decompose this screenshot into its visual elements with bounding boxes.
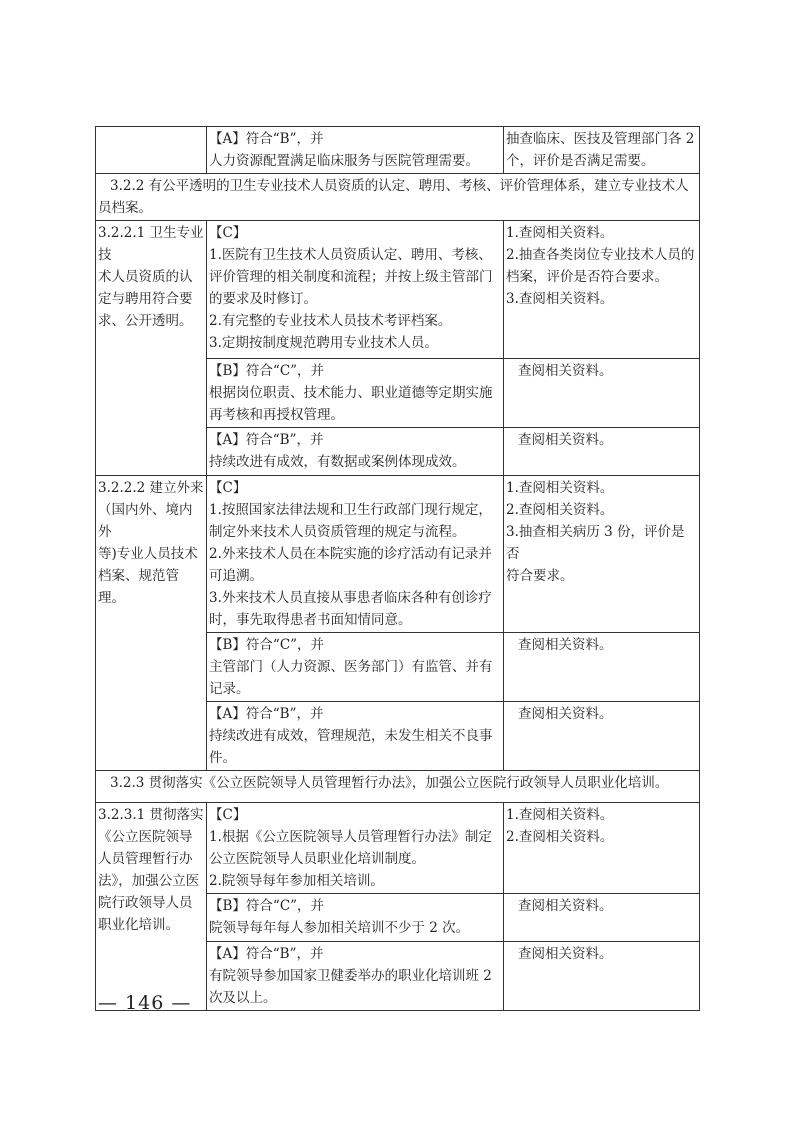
method-cell: 查阅相关资料。 (504, 633, 700, 702)
method-cell: 查阅相关资料。 (504, 942, 700, 1011)
criteria-cell: 【A】符合“B”，并 持续改进有成效，有数据或案例体现成效。 (207, 428, 504, 476)
table-row (96, 803, 700, 894)
criteria-cell: 【C】 1.按照国家法律法规和卫生行政部门现行规定， 制定外来技术人员资质管理的规定与流程。 2.外来技术人员在本院实施的诊疗活动有记录并 可追溯。 3.外来技术人员直接从事患者临床各种有创诊疗 时，事先取得患者书面知情同意。 (207, 476, 504, 633)
item-title: 3.2.2.1 卫生专业技 术人员资质的认 定与聘用符合要 求、公开透明。 (96, 221, 207, 476)
criteria-cell: 【C】 1.根据《公立医院领导人员管理暂行办法》制定 公立医院领导人员职业化培训制度。 2.院领导每年参加相关培训。 (207, 803, 504, 894)
method-cell: 1.查阅相关资料。 2.查阅相关资料。 (504, 803, 700, 894)
criteria-cell: 【A】符合“B”，并 有院领导参加国家卫健委举办的职业化培训班 2 次及以上。 (207, 942, 504, 1011)
criteria-cell: 【A】符合“B”，并 人力资源配置满足临床服务与医院管理需要。 (207, 127, 504, 174)
section-heading-row (96, 174, 700, 221)
criteria-cell: 【B】符合“C”，并 主管部门（人力资源、医务部门）有监管、并有 记录。 (207, 633, 504, 702)
method-cell: 查阅相关资料。 (504, 894, 700, 942)
criteria-cell: 【C】 1.医院有卫生技术人员资质认定、聘用、考核、 评价管理的相关制度和流程；并按上级主管部门 的要求及时修订。 2.有完整的专业技术人员技术考评档案。 3.定期按制度规范聘用专业技术人员。 (207, 221, 504, 359)
item-title: 3.2.2.2 建立外来 （国内外、境内外 等)专业人员技术 档案、规范管理。 (96, 476, 207, 771)
item-title: 3.2.3.1 贯彻落实 《公立医院领导 人员管理暂行办 法》，加强公立医 院行政领导人员 职业化培训。 (96, 803, 207, 1011)
method-cell: 1.查阅相关资料。 2.查阅相关资料。 3.抽查相关病历 3 份，评价是否 符合要求。 (504, 476, 700, 633)
standards-table (95, 126, 700, 1011)
section-heading: 3.2.2 有公平透明的卫生专业技术人员资质的认定、聘用、考核、评价管理体系，建立专业技术人 员档案。 (96, 174, 700, 221)
method-cell: 查阅相关资料。 (504, 359, 700, 428)
table-row (96, 476, 700, 633)
page-number: — 146 — (98, 992, 192, 1014)
method-cell: 1.查阅相关资料。 2.抽查各类岗位专业技术人员的 档案，评价是否符合要求。 3.查阅相关资料。 (504, 221, 700, 359)
criteria-cell: 【A】符合“B”，并 持续改进有成效，管理规范，未发生相关不良事 件。 (207, 702, 504, 771)
criteria-cell: 【B】符合“C”，并 院领导每年每人参加相关培训不少于 2 次。 (207, 894, 504, 942)
method-cell: 查阅相关资料。 (504, 428, 700, 476)
method-cell: 抽查临床、医技及管理部门各 2 个，评价是否满足需要。 (504, 127, 700, 174)
section-heading-row (96, 771, 700, 803)
section-heading: 3.2.3 贯彻落实《公立医院领导人员管理暂行办法》，加强公立医院行政领导人员职业化培训。 (96, 771, 700, 803)
title-cell (96, 127, 207, 174)
table-row (96, 221, 700, 359)
criteria-cell: 【B】符合“C”，并 根据岗位职责、技术能力、职业道德等定期实施 再考核和再授权管理。 (207, 359, 504, 428)
method-cell: 查阅相关资料。 (504, 702, 700, 771)
table-row (96, 127, 700, 174)
